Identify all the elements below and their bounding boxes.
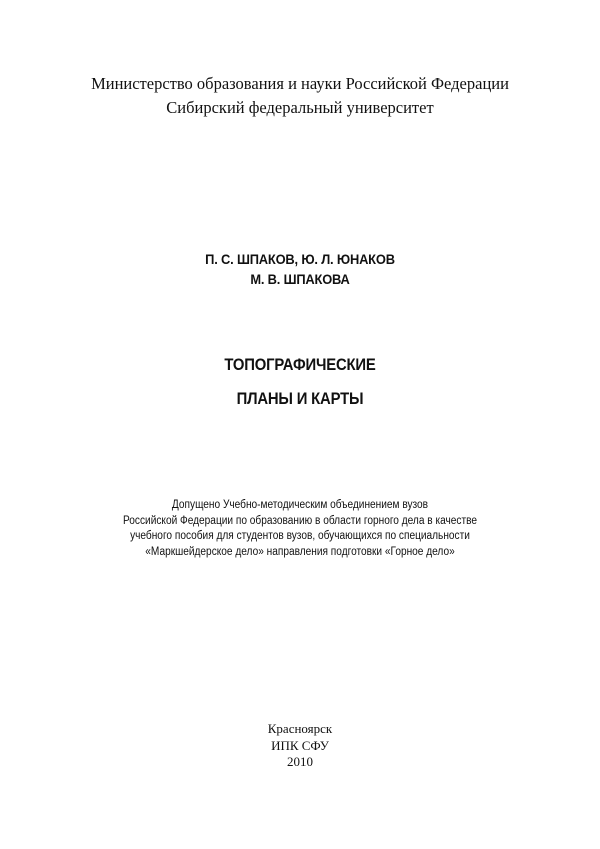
imprint [0,721,600,771]
approval-statement [36,498,564,560]
imprint-city: Красноярск [267,721,333,736]
imprint-year: 2010 [287,754,313,769]
authors-line-1: П. С. ШПАКОВ, Ю. Л. ЮНАКОВ [205,251,395,267]
approval-line-4: «Маркшейдерское дело» направления подготовки «Горное дело» [145,545,455,558]
university-name: Сибирский федеральный университет [166,98,434,117]
approval-line-1: Допущено Учебно-методическим объединением вузов [171,499,429,511]
authors-line-2: М. В. ШПАКОВА [250,271,350,287]
imprint-publisher: ИПК СФУ [271,737,329,753]
institution-header [0,72,600,120]
authors-block [24,249,576,289]
ministry-name: Министерство образования и науки Российской Федерации [91,74,509,93]
book-title-line-1: ТОПОГРАФИЧЕСКИЕ [224,356,376,374]
approval-line-2: Российской Федерации по образованию в области горного дела в качестве [122,514,478,527]
book-title [30,348,570,416]
approval-line-3: учебного пособия для студентов вузов, обучающихся по специальности [130,530,470,542]
book-title-line-2: ПЛАНЫ И КАРТЫ [236,390,364,408]
